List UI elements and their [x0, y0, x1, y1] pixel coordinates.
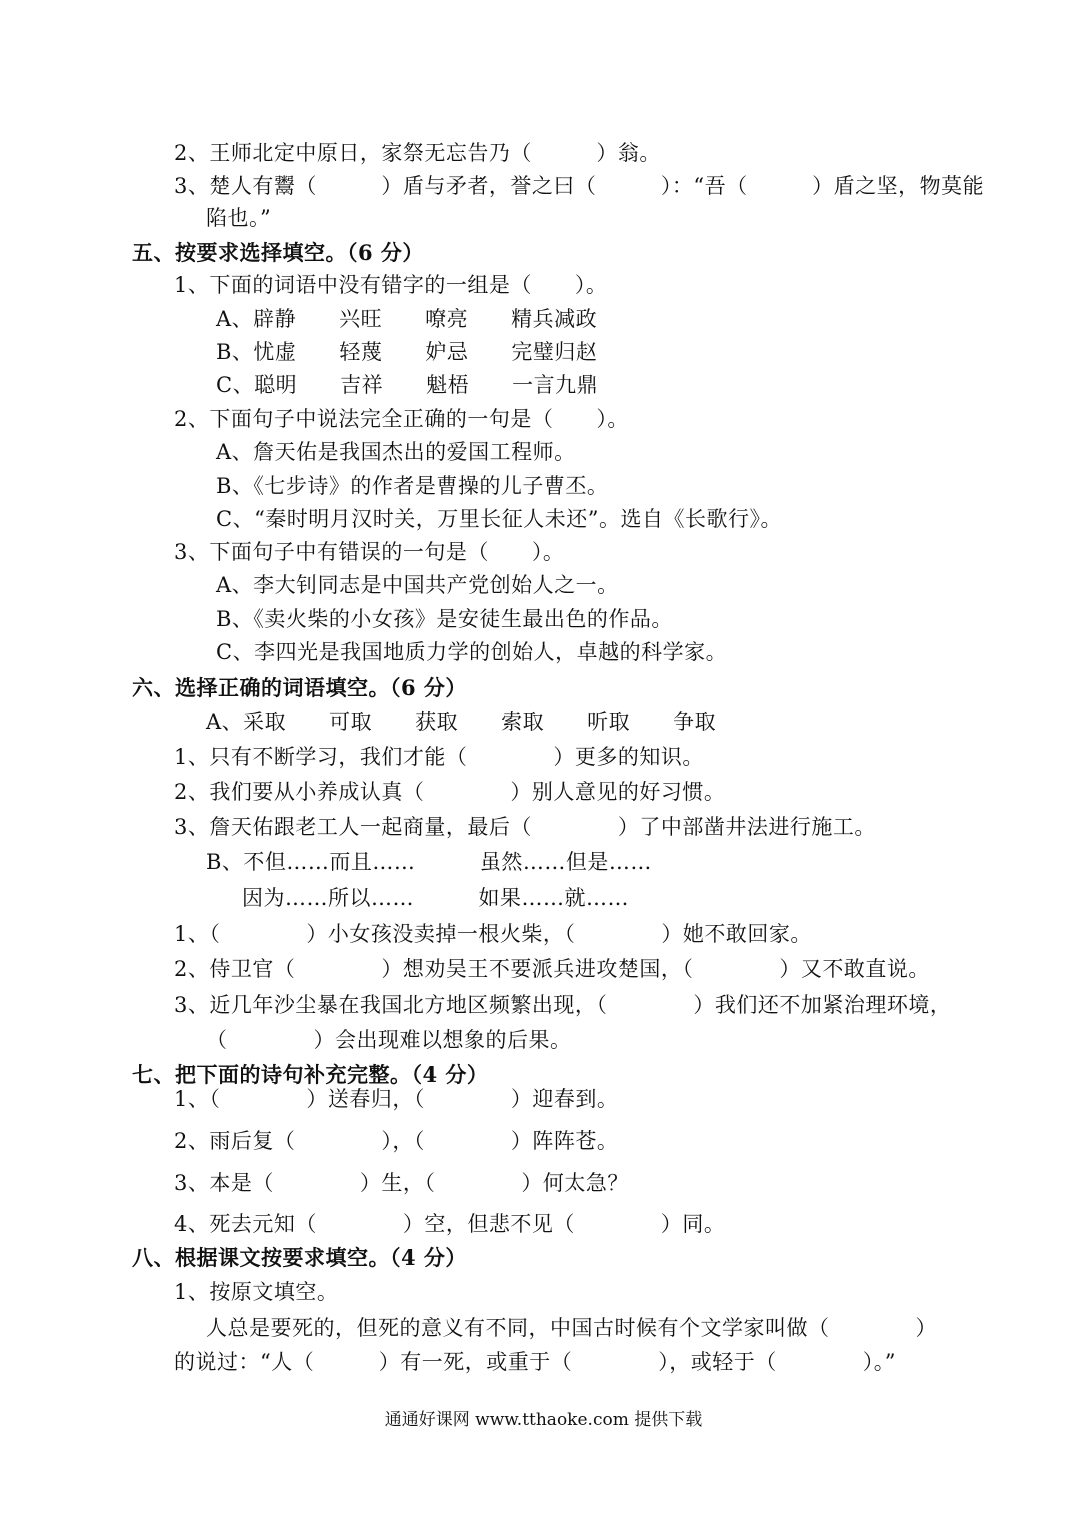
section5-question3-option-b: B、《卖火柴的小女孩》是安徒生最出色的作品。	[216, 607, 673, 631]
section6-a-question2: 2、我们要从小养成认真（ ）别人意见的好习惯。	[174, 780, 726, 804]
section6-word-bank-b-line2: 因为……所以…… 如果……就……	[242, 886, 629, 910]
section7-question2: 2、雨后复（ ），（ ）阵阵苍。	[174, 1129, 619, 1153]
section6-title: 六、选择正确的词语填空。（6 分）	[132, 675, 467, 700]
section7-question4: 4、死去元知（ ）空，但悲不见（ ）同。	[174, 1212, 726, 1236]
section5-question2: 2、下面句子中说法完全正确的一句是（ ）。	[174, 407, 629, 431]
section6-a-question1: 1、只有不断学习，我们才能（ ）更多的知识。	[174, 745, 704, 769]
section6-b-question1: 1、（ ）小女孩没卖掉一根火柴，（ ）她不敢回家。	[174, 922, 812, 946]
section5-question1-option-b: B、忧虚 轻蔑 妒忌 完璧归赵	[216, 340, 598, 364]
section5-question2-option-a: A、詹天佑是我国杰出的爱国工程师。	[216, 440, 576, 464]
section6-word-bank-b-line1: B、不但……而且…… 虽然……但是……	[206, 850, 652, 874]
section5-question1-option-a: A、辟静 兴旺 嘹亮 精兵减政	[216, 307, 598, 331]
section5-question3: 3、下面句子中有错误的一句是（ ）。	[174, 540, 565, 564]
page-footer: 通通好课网 www.tthaoke.com 提供下载	[384, 1410, 703, 1430]
section5-question3-option-c: C、李四光是我国地质力学的创始人，卓越的科学家。	[216, 640, 728, 664]
section6-b-question2: 2、侍卫官（ ）想劝吴王不要派兵进攻楚国，（ ）又不敢直说。	[174, 957, 930, 981]
section5-question1-option-c: C、聪明 吉祥 魁梧 一言九鼎	[216, 373, 599, 397]
section5-question2-option-b: B、《七步诗》的作者是曹操的儿子曹丕。	[216, 474, 609, 498]
section4-question2: 2、王师北定中原日，家祭无忘告乃（ ）翁。	[174, 141, 661, 165]
section5-question2-option-c: C、“秦时明月汉时关，万里长征人未还”。选自《长歌行》。	[216, 507, 783, 531]
section8-title: 八、根据课文按要求填空。（4 分）	[132, 1245, 467, 1270]
section7-title: 七、把下面的诗句补充完整。（4 分）	[132, 1062, 489, 1087]
section6-b-question3-line1: 3、近几年沙尘暴在我国北方地区频繁出现，（ ）我们还不加紧治理环境，	[174, 993, 952, 1017]
section5-title: 五、按要求选择填空。（6 分）	[132, 240, 424, 265]
section7-question3: 3、本是（ ）生，（ ）何太急？	[174, 1171, 629, 1195]
section8-question1-line2: 的说过：“人（ ）有一死，或重于（ ），或轻于（ ）。”	[174, 1350, 896, 1374]
section4-question3-line1: 3、楚人有鬻（ ）盾与矛者，誉之曰（ ）：“吾（ ）盾之坚，物莫能	[174, 174, 985, 198]
section7-question1: 1、（ ）送春归，（ ）迎春到。	[174, 1087, 619, 1111]
section8-question1: 1、按原文填空。	[174, 1280, 339, 1304]
section4-question3-line2: 陷也。”	[206, 206, 272, 230]
section5-question1: 1、下面的词语中没有错字的一组是（ ）。	[174, 273, 608, 297]
section8-question1-line1: 人总是要死的，但死的意义有不同，中国古时候有个文学家叫做（ ）	[206, 1316, 937, 1340]
section6-word-bank-a: A、采取 可取 获取 索取 听取 争取	[206, 710, 717, 734]
section6-a-question3: 3、詹天佑跟老工人一起商量，最后（ ）了中部凿井法进行施工。	[174, 815, 876, 839]
section6-b-question3-line2: （ ）会出现难以想象的后果。	[206, 1028, 572, 1052]
section5-question3-option-a: A、李大钊同志是中国共产党创始人之一。	[216, 573, 619, 597]
